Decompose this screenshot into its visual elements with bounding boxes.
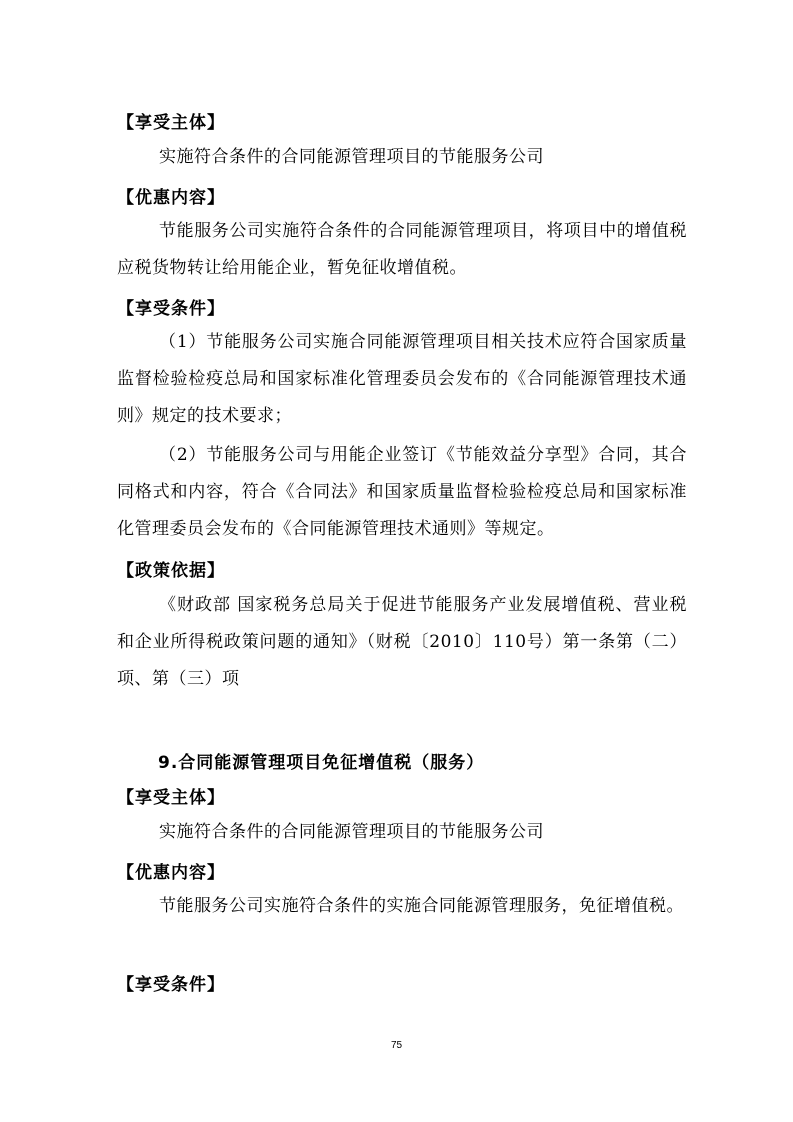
subject-text: 实施符合条件的合同能源管理项目的节能服务公司 <box>159 147 544 167</box>
section-9-benefit-text: 节能服务公司实施符合条件的实施合同能源管理服务，免征增值税。 <box>159 896 684 916</box>
section-9-subject-heading: 【享受主体】 <box>117 788 225 808</box>
section-9-title: 9.合同能源管理项目免征增值税（服务） <box>158 753 485 773</box>
benefit-text: 节能服务公司实施符合条件的合同能源管理项目，将项目中的增值税应税货物转让给用能企业，暂免征收增值税。 <box>117 221 687 278</box>
condition-2-text: （2）节能服务公司与用能企业签订《节能效益分享型》合同，其合同格式和内容，符合《合同法》和国家质量监督检验检疫总局和国家标准化管理委员会发布的《合同能源管理技术通则》等规定。 <box>117 445 687 539</box>
conditions-heading: 【享受条件】 <box>117 299 225 319</box>
section-9-subject-text: 实施符合条件的合同能源管理项目的节能服务公司 <box>159 822 544 842</box>
benefit-heading: 【优惠内容】 <box>117 188 225 208</box>
basis-heading: 【政策依据】 <box>117 561 225 581</box>
section-9-conditions-heading: 【享受条件】 <box>117 975 225 995</box>
section-9-benefit-heading: 【优惠内容】 <box>117 863 225 883</box>
condition-1-text: （1）节能服务公司实施合同能源管理项目相关技术应符合国家质量监督检验检疫总局和国家标准化管理委员会发布的《合同能源管理技术通则》规定的技术要求； <box>117 332 687 426</box>
subject-heading: 【享受主体】 <box>117 113 225 133</box>
page-number: 75 <box>390 1040 403 1051</box>
basis-text: 《财政部 国家税务总局关于促进节能服务产业发展增值税、营业税和企业所得税政策问题的通知》（财税〔2010〕110号）第一条第（二）项、第（三）项 <box>117 595 687 689</box>
